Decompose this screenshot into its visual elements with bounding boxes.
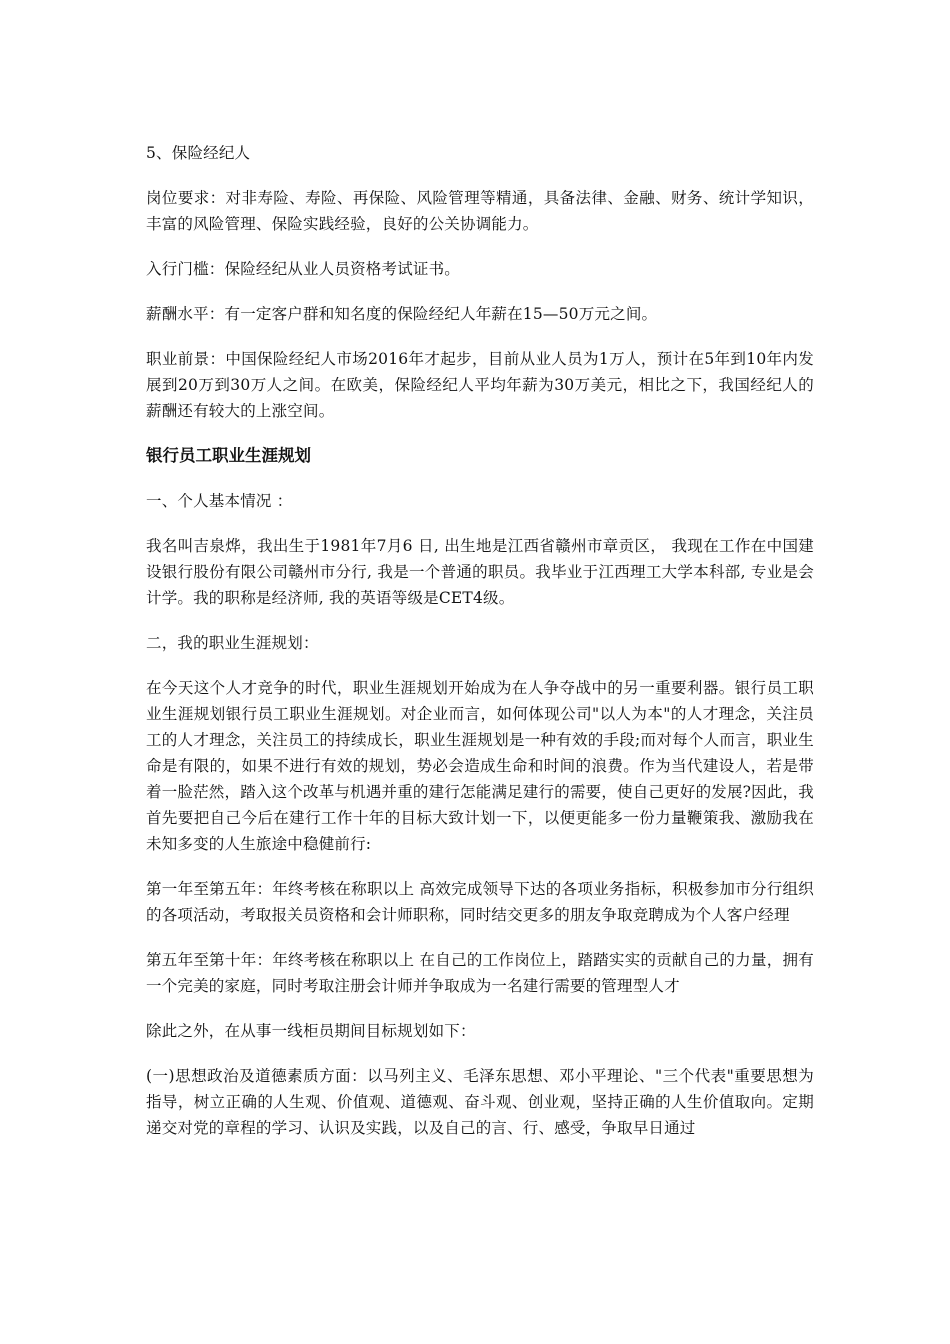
years-one-to-five-paragraph: 第一年至第五年：年终考核在称职以上 高效完成领导下达的各项业务指标，积极参加市分行组织的各项活动，考取报关员资格和会计师职称，同时结交更多的朋友争取竞聘成为个人客户经理 bbox=[146, 880, 814, 924]
job-requirements-paragraph: 岗位要求：对非寿险、寿险、再保险、风险管理等精通，具备法律、金融、财务、统计学知识，丰富的风险管理、保险实践经验，良好的公关协调能力。 bbox=[146, 189, 814, 233]
list-heading-insurance-broker: 5、保险经纪人 bbox=[146, 144, 251, 162]
personal-info-heading: 一、个人基本情况 ： bbox=[146, 492, 293, 510]
salary-level-paragraph: 薪酬水平：有一定客户群和知名度的保险经纪人年薪在15—50万元之间。 bbox=[146, 305, 658, 323]
career-plan-intro-paragraph: 在今天这个人才竞争的时代，职业生涯规划开始成为在人争夺战中的另一重要利器。银行员工职业生涯规划银行员工职业生涯规划。对企业而言，如何体现公司"以人为本"的人才理念，关注员工的人才理念，关注员工的持续成长，职业生涯规划是一种有效的手段;而对每个人而言，职业生命是有限的，如果不进行有效的规划，势必会造成生命和时间的浪费。作为当代建设人，若是带着一脸茫然，踏入这个改革与机遇并重的建行怎能满足建行的需要，使自己更好的发展?因此，我首先要把自己今后在建行工作十年的目标大致计划一下，以便更能多一份力量鞭策我、激励我在未知多变的人生旅途中稳健前行: bbox=[146, 679, 814, 853]
ideology-morality-paragraph: (一)思想政治及道德素质方面：以马列主义、毛泽东思想、邓小平理论、"三个代表"重要思想为指导，树立正确的人生观、价值观、道德观、奋斗观、创业观，坚持正确的人生价值取向。定期递交对党的章程的学习、认识及实践，以及自己的言、行、感受，争取早日通过 bbox=[146, 1067, 814, 1137]
teller-goals-intro-paragraph: 除此之外，在从事一线柜员期间目标规划如下： bbox=[146, 1022, 476, 1040]
career-plan-heading: 二，我的职业生涯规划： bbox=[146, 634, 319, 652]
career-prospects-paragraph: 职业前景：中国保险经纪人市场2016年才起步，目前从业人员为1万人，预计在5年到10年内发展到20万到30万人之间。在欧美，保险经纪人平均年薪为30万美元，相比之下，我国经纪人的薪酬还有较大的上涨空间。 bbox=[146, 350, 814, 420]
section-title: 银行员工职业生涯规划 bbox=[146, 446, 311, 465]
entry-threshold-paragraph: 入行门槛：保险经纪从业人员资格考试证书。 bbox=[146, 260, 461, 278]
personal-info-paragraph: 我名叫吉泉烨，我出生于1981年7月6 日, 出生地是江西省赣州市章贡区， 我现在工作在中国建设银行股份有限公司赣州市分行, 我是一个普通的职员。我毕业于江西理工大学本科部, 专业是会计学。我的职称是经济师, 我的英语等级是CET4级。 bbox=[146, 537, 814, 607]
document-body bbox=[146, 140, 814, 1160]
years-five-to-ten-paragraph: 第五年至第十年：年终考核在称职以上 在自己的工作岗位上，踏踏实实的贡献自己的力量，拥有一个完美的家庭，同时考取注册会计师并争取成为一名建行需要的管理型人才 bbox=[146, 951, 814, 995]
